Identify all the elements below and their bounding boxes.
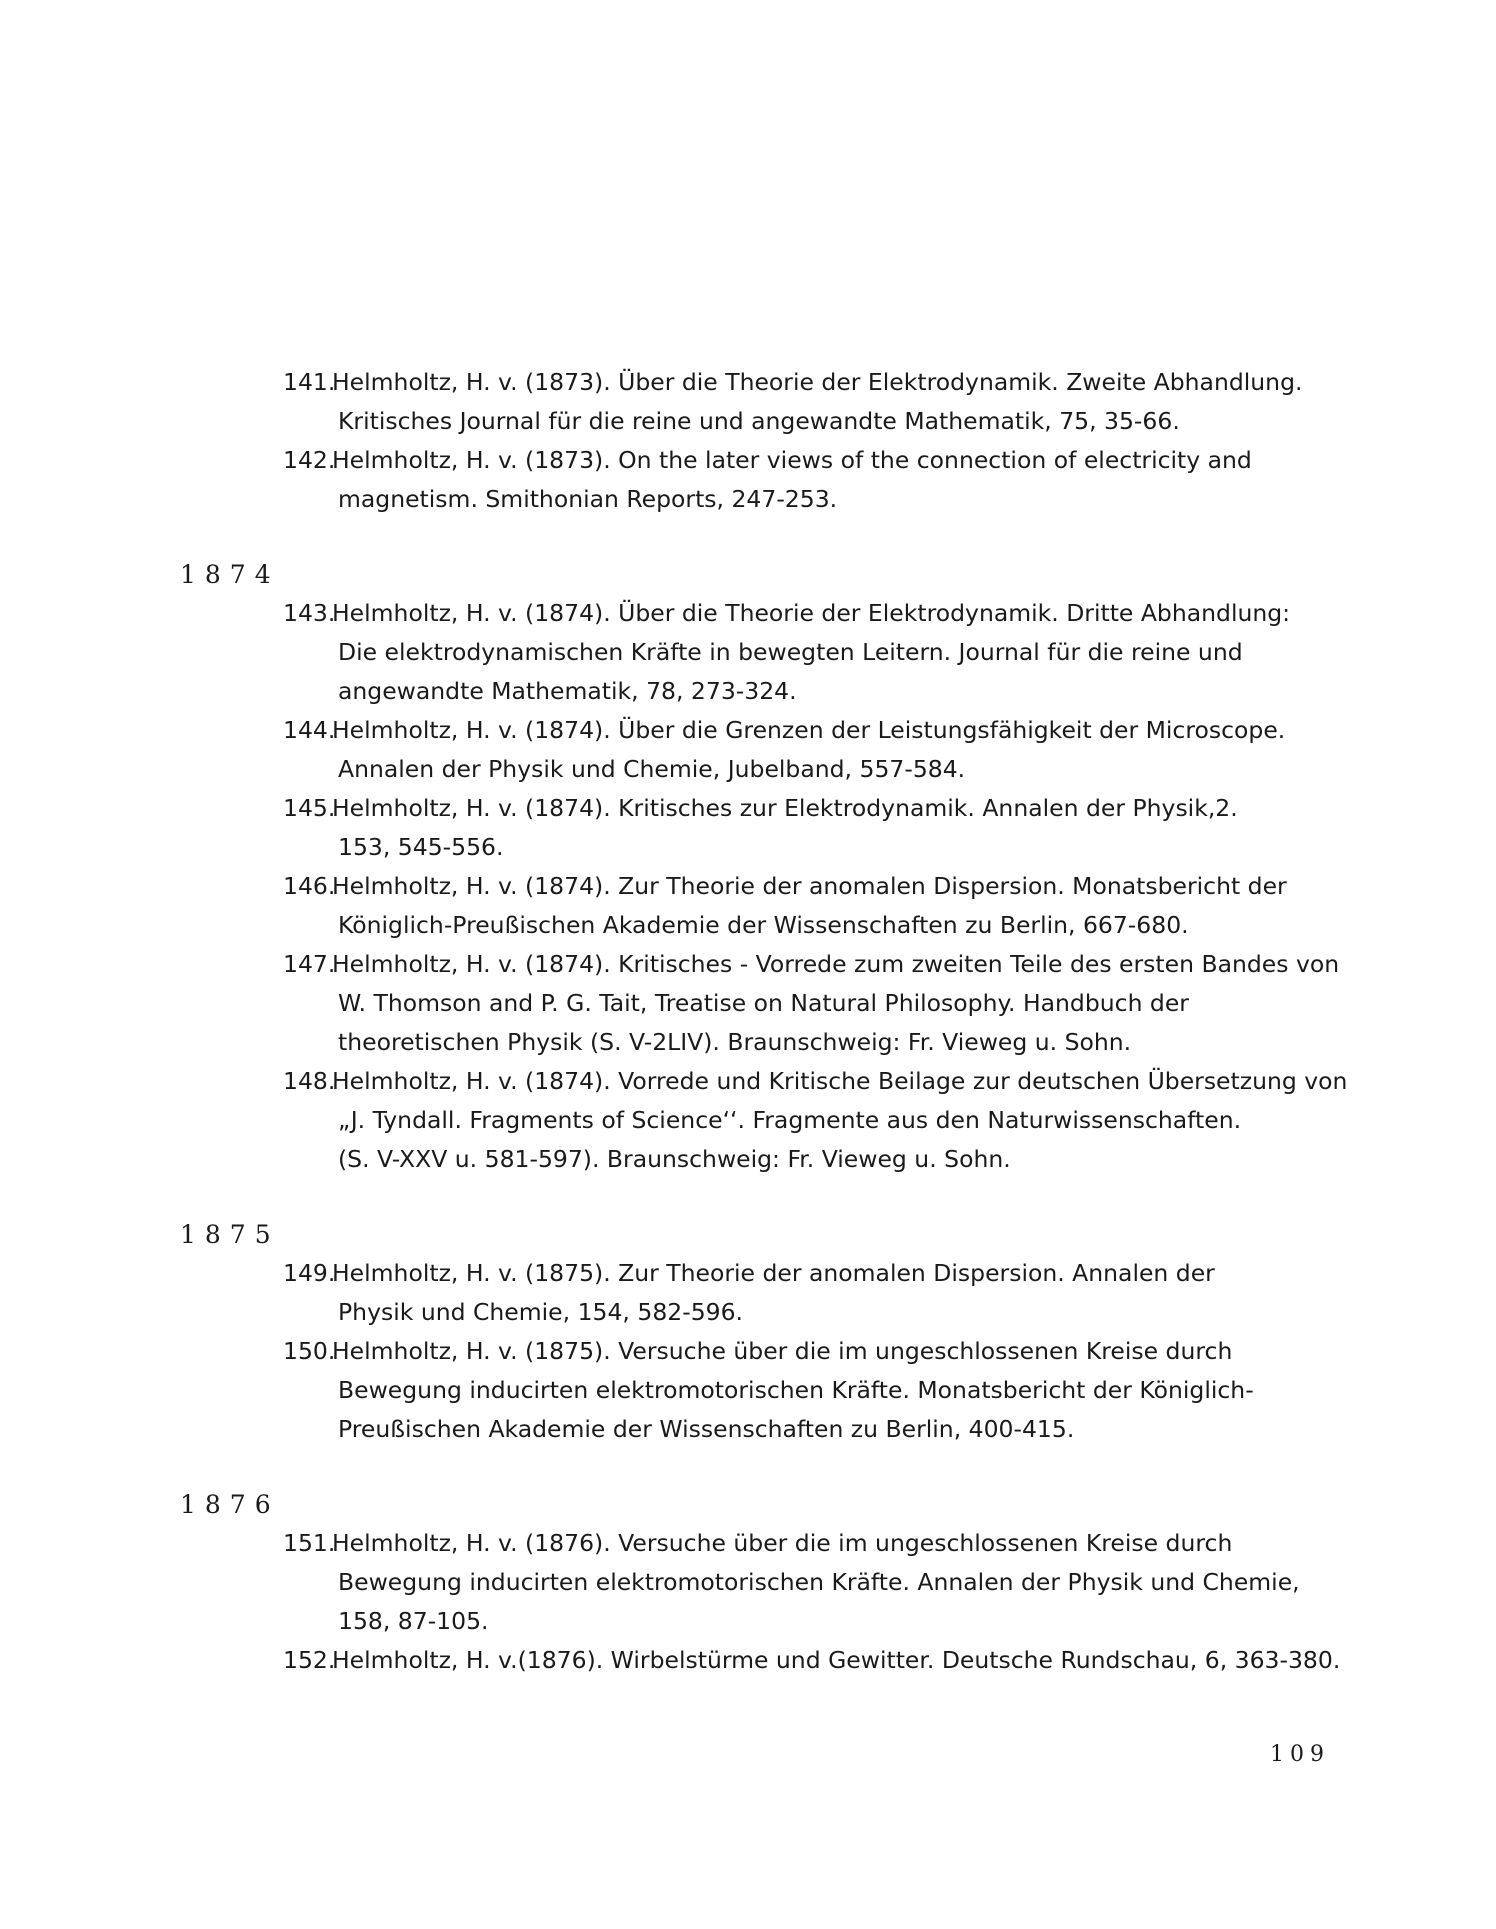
entry-line: Helmholtz, H. v. (1874). Kritisches - Vorrede zum zweiten Teile des ersten Bandes von: [332, 950, 1340, 978]
entry-text: [332, 1062, 1348, 1179]
entry-line: Helmholtz, H. v. (1875). Zur Theorie der anomalen Dispersion. Annalen der: [332, 1259, 1215, 1287]
bibliography-entry: [0, 363, 1496, 441]
entry-line: Helmholtz, H. v. (1874). Zur Theorie der anomalen Dispersion. Monatsbericht der: [332, 872, 1287, 900]
entry-line: Helmholtz, H. v. (1874). Vorrede und Kritische Beilage zur deutschen Übersetzung von: [332, 1067, 1348, 1095]
entry-line: Königlich-Preußischen Akademie der Wissenschaften zu Berlin, 667-680.: [338, 911, 1189, 939]
year-heading: 1874: [180, 560, 280, 589]
entry-text: [332, 1254, 1336, 1332]
entry-line: Helmholtz, H. v. (1875). Versuche über die im ungeschlossenen Kreise durch: [332, 1337, 1233, 1365]
entry-list: [0, 594, 1496, 1179]
entry-text: [332, 594, 1336, 711]
bibliography-entry: [0, 1524, 1496, 1641]
entry-line: Bewegung inducirten elektromotorischen Kräfte. Annalen der Physik und Chemie,: [338, 1568, 1300, 1596]
entry-line: 153, 545-556.: [338, 833, 504, 861]
bibliography-entry: [0, 1254, 1496, 1332]
entry-text: [332, 789, 1336, 867]
bibliography-entry: [0, 594, 1496, 711]
year-section: [0, 1485, 1496, 1680]
entry-number: 149.: [283, 1259, 336, 1287]
entry-line: angewandte Mathematik, 78, 273-324.: [338, 677, 797, 705]
bibliography-entry: [0, 711, 1496, 789]
entry-line: theoretischen Physik (S. V-2LIV). Braunschweig: Fr. Vieweg u. Sohn.: [338, 1028, 1132, 1056]
entry-line: Helmholtz, H. v.(1876). Wirbelstürme und Gewitter. Deutsche Rundschau, 6, 363-380.: [332, 1646, 1341, 1674]
bibliography-list: [0, 363, 1496, 1680]
entry-line: Physik und Chemie, 154, 582-596.: [338, 1298, 744, 1326]
entry-text: [332, 441, 1336, 519]
bibliography-entry: [0, 1332, 1496, 1449]
entry-line: 158, 87-105.: [338, 1607, 489, 1635]
entry-line: Helmholtz, H. v. (1874). Kritisches zur Elektrodynamik. Annalen der Physik,2.: [332, 794, 1238, 822]
entry-text: [332, 867, 1336, 945]
entry-line: Annalen der Physik und Chemie, Jubelband, 557-584.: [338, 755, 966, 783]
entry-line: Helmholtz, H. v. (1874). Über die Theorie der Elektrodynamik. Dritte Abhandlung:: [332, 599, 1291, 627]
entry-text: [332, 363, 1336, 441]
entry-number: 150.: [283, 1337, 336, 1365]
entry-list: [0, 1254, 1496, 1449]
entry-number: 148.: [283, 1067, 336, 1095]
bibliography-entry: [0, 867, 1496, 945]
bibliography-entry: [0, 441, 1496, 519]
entry-line: Helmholtz, H. v. (1873). On the later views of the connection of electricity and: [332, 446, 1252, 474]
entry-number: 151.: [283, 1529, 336, 1557]
entry-text: [332, 945, 1340, 1062]
entry-text: [332, 1641, 1341, 1680]
entry-list: [0, 1524, 1496, 1680]
year-heading: 1875: [180, 1220, 280, 1249]
entry-line: Preußischen Akademie der Wissenschaften zu Berlin, 400-415.: [338, 1415, 1075, 1443]
bibliography-entry: [0, 789, 1496, 867]
year-section: [0, 555, 1496, 1179]
entry-line: Helmholtz, H. v. (1876). Versuche über die im ungeschlossenen Kreise durch: [332, 1529, 1233, 1557]
entry-number: 147.: [283, 950, 336, 978]
entry-number: 144.: [283, 716, 336, 744]
entry-number: 146.: [283, 872, 336, 900]
entry-line: magnetism. Smithonian Reports, 247-253.: [338, 485, 838, 513]
entry-text: [332, 1524, 1336, 1641]
entry-line: Helmholtz, H. v. (1873). Über die Theorie der Elektrodynamik. Zweite Abhandlung.: [332, 368, 1303, 396]
entry-number: 142.: [283, 446, 336, 474]
entry-line: Bewegung inducirten elektromotorischen Kräfte. Monatsbericht der Königlich-: [338, 1376, 1254, 1404]
bibliography-entry: [0, 945, 1496, 1062]
page-number: 109: [1270, 1742, 1330, 1767]
entry-number: 141.: [283, 368, 336, 396]
entry-text: [332, 711, 1336, 789]
entry-line: W. Thomson and P. G. Tait, Treatise on Natural Philosophy. Handbuch der: [338, 989, 1189, 1017]
entry-line: „J. Tyndall. Fragments of Science‘‘. Fragmente aus den Naturwissenschaften.: [338, 1106, 1242, 1134]
entry-line: Die elektrodynamischen Kräfte in bewegten Leitern. Journal für die reine und: [338, 638, 1243, 666]
year-heading: 1876: [180, 1490, 280, 1519]
entry-number: 143.: [283, 599, 336, 627]
bibliography-entry: [0, 1641, 1496, 1680]
entry-line: Kritisches Journal für die reine und angewandte Mathematik, 75, 35-66.: [338, 407, 1180, 435]
entry-text: [332, 1332, 1336, 1449]
entry-number: 145.: [283, 794, 336, 822]
entry-number: 152.: [283, 1646, 336, 1674]
entry-line: (S. V-XXV u. 581-597). Braunschweig: Fr. Vieweg u. Sohn.: [338, 1145, 1011, 1173]
entry-line: Helmholtz, H. v. (1874). Über die Grenzen der Leistungsfähigkeit der Microscope.: [332, 716, 1286, 744]
year-section: [0, 363, 1496, 519]
entry-list: [0, 363, 1496, 519]
year-section: [0, 1215, 1496, 1449]
bibliography-entry: [0, 1062, 1496, 1179]
